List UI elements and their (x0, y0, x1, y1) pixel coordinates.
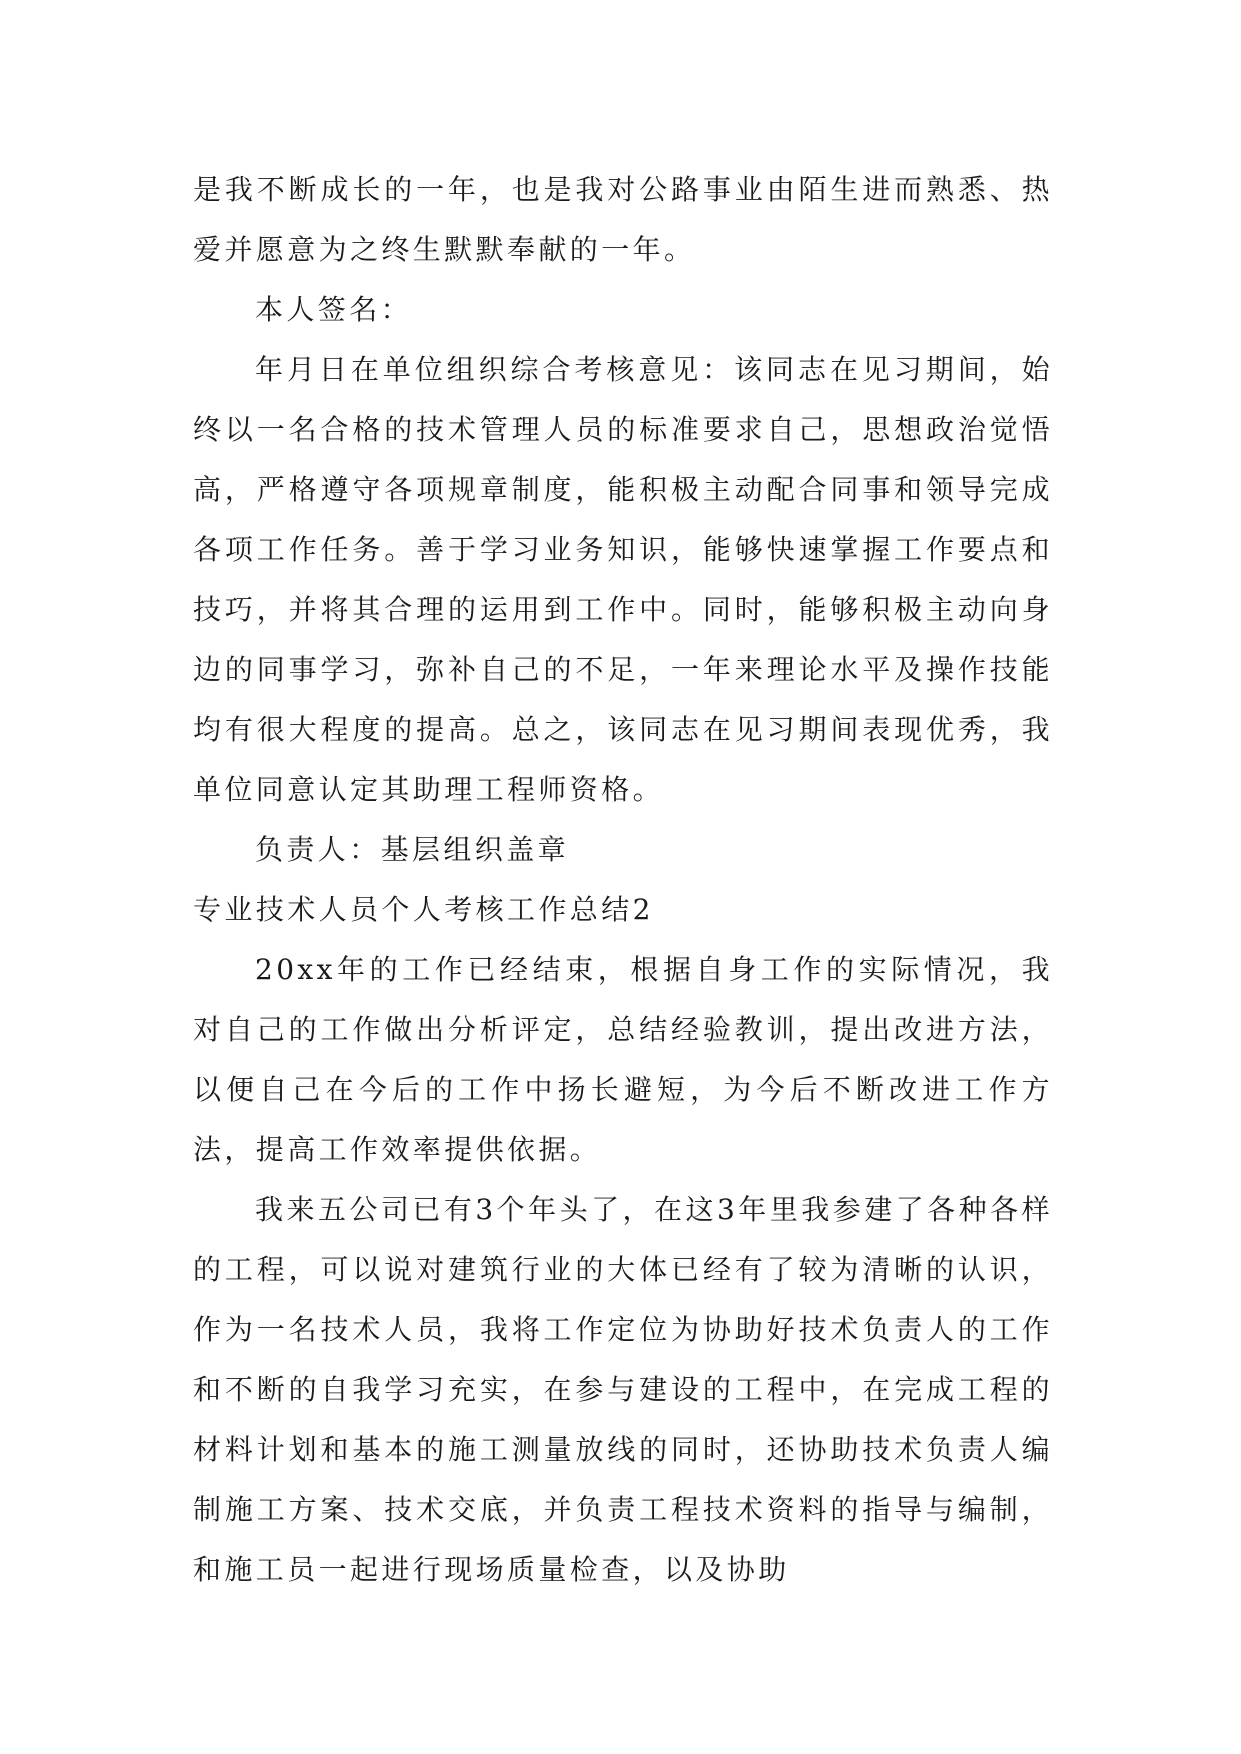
paragraph-assessment-opinion: 年月日在单位组织综合考核意见：该同志在见习期间，始终以一名合格的技术管理人员的标准要求自己，思想政治觉悟高，严格遵守各项规章制度，能积极主动配合同事和领导完成各项工作任务。善于学习业务知识，能够快速掌握工作要点和技巧，并将其合理的运用到工作中。同时，能够积极主动向身边的同事学习，弥补自己的不足，一年来理论水平及操作技能均有很大程度的提高。总之，该同志在见习期间表现优秀，我单位同意认定其助理工程师资格。 (193, 353, 1053, 806)
paragraph-intro-continuation: 是我不断成长的一年，也是我对公路事业由陌生进而熟悉、热爱并愿意为之终生默默奉献的一年。 (193, 173, 1053, 266)
document-body (193, 160, 1053, 1600)
responsible-person-line: 负责人：基层组织盖章 (255, 833, 570, 866)
signature-line: 本人签名： (255, 293, 413, 326)
paragraph-work-summary: 20xx年的工作已经结束，根据自身工作的实际情况，我对自己的工作做出分析评定，总结经验教训，提出改进方法，以便自己在今后的工作中扬长避短，为今后不断改进工作方法，提高工作效率提供依据。 (193, 953, 1053, 1166)
section-heading: 专业技术人员个人考核工作总结2 (193, 893, 654, 926)
paragraph-company-experience: 我来五公司已有3个年头了，在这3年里我参建了各种各样的工程，可以说对建筑行业的大体已经有了较为清晰的认识，作为一名技术人员，我将工作定位为协助好技术负责人的工作和不断的自我学习充实，在参与建设的工程中，在完成工程的材料计划和基本的施工测量放线的同时，还协助技术负责人编制施工方案、技术交底，并负责工程技术资料的指导与编制，和施工员一起进行现场质量检查，以及协助 (193, 1193, 1053, 1586)
